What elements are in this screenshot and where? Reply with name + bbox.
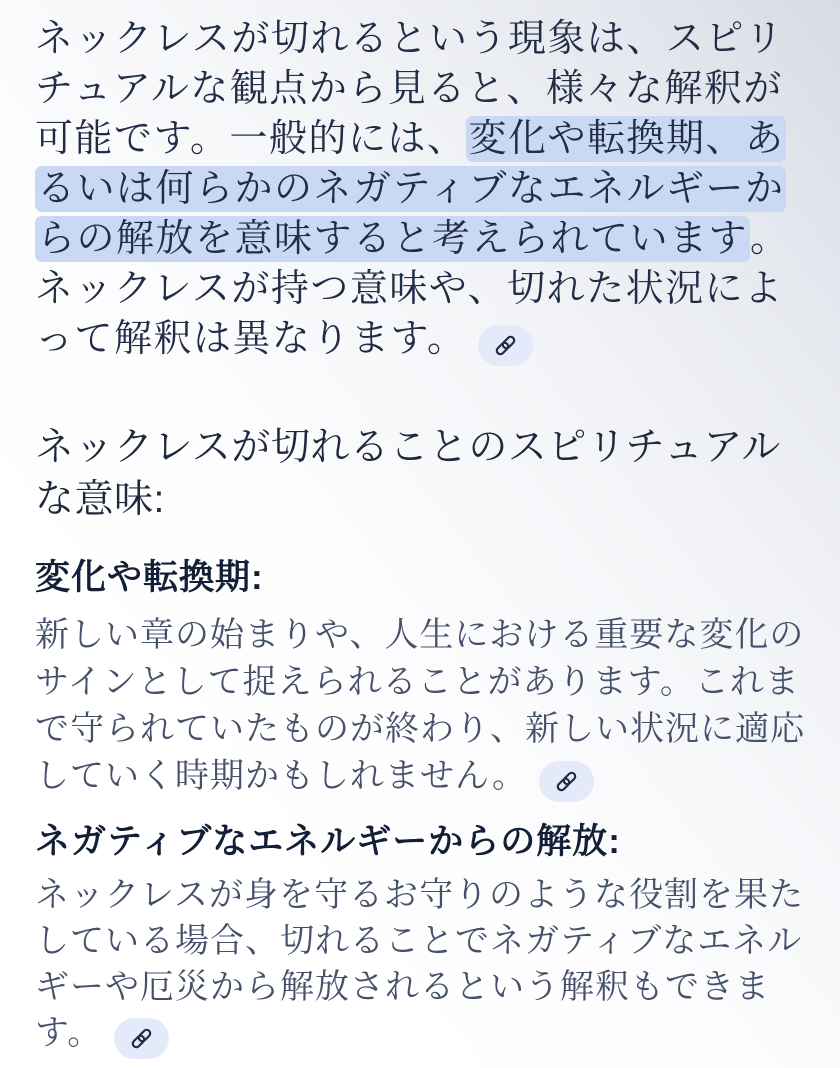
intro-text: ネックレスが切れるという現象は、スピリチュアルな観点から見ると、様々な解釈が可能です。一般的には、 <box>35 18 785 160</box>
section-change <box>35 556 805 802</box>
intro-text: 。ネックレスが持つ意味や、切れた状況によって解釈は異なります。 <box>35 218 790 360</box>
link-icon <box>493 333 518 358</box>
subheading-change: 変化や転換期: <box>35 558 264 597</box>
section-release <box>35 820 805 1059</box>
section-release-text: ネックレスが身を守るお守りのような役割を果たしている場合、切れることでネガティブなエネルギーや厄災から解放されるという解釈もできます。 <box>35 876 804 1052</box>
section-release-paragraph <box>35 872 805 1059</box>
section-change-text: 新しい章の始まりや、人生における重要な変化のサインとして捉えられることがあります。これまで守られていたものが終わり、新しい状況に適応していく時期かもしれません。 <box>35 616 805 795</box>
link-icon <box>554 769 579 794</box>
citation-link-change[interactable] <box>539 761 594 802</box>
citation-link-release[interactable] <box>114 1018 169 1059</box>
section-change-paragraph <box>35 612 805 802</box>
subheading-release: ネガティブなエネルギーからの解放: <box>35 822 621 861</box>
link-icon <box>129 1026 154 1051</box>
citation-link-intro[interactable] <box>478 325 533 366</box>
intro-paragraph <box>35 14 805 366</box>
highlighted-text: 変化や転換期、あるいは何らかのネガティブなエネルギーからの解放を意味すると考えられています <box>37 118 785 260</box>
intro-segments <box>35 18 790 360</box>
section-heading: ネックレスが切れることのスピリチュアルな意味: <box>35 426 781 521</box>
